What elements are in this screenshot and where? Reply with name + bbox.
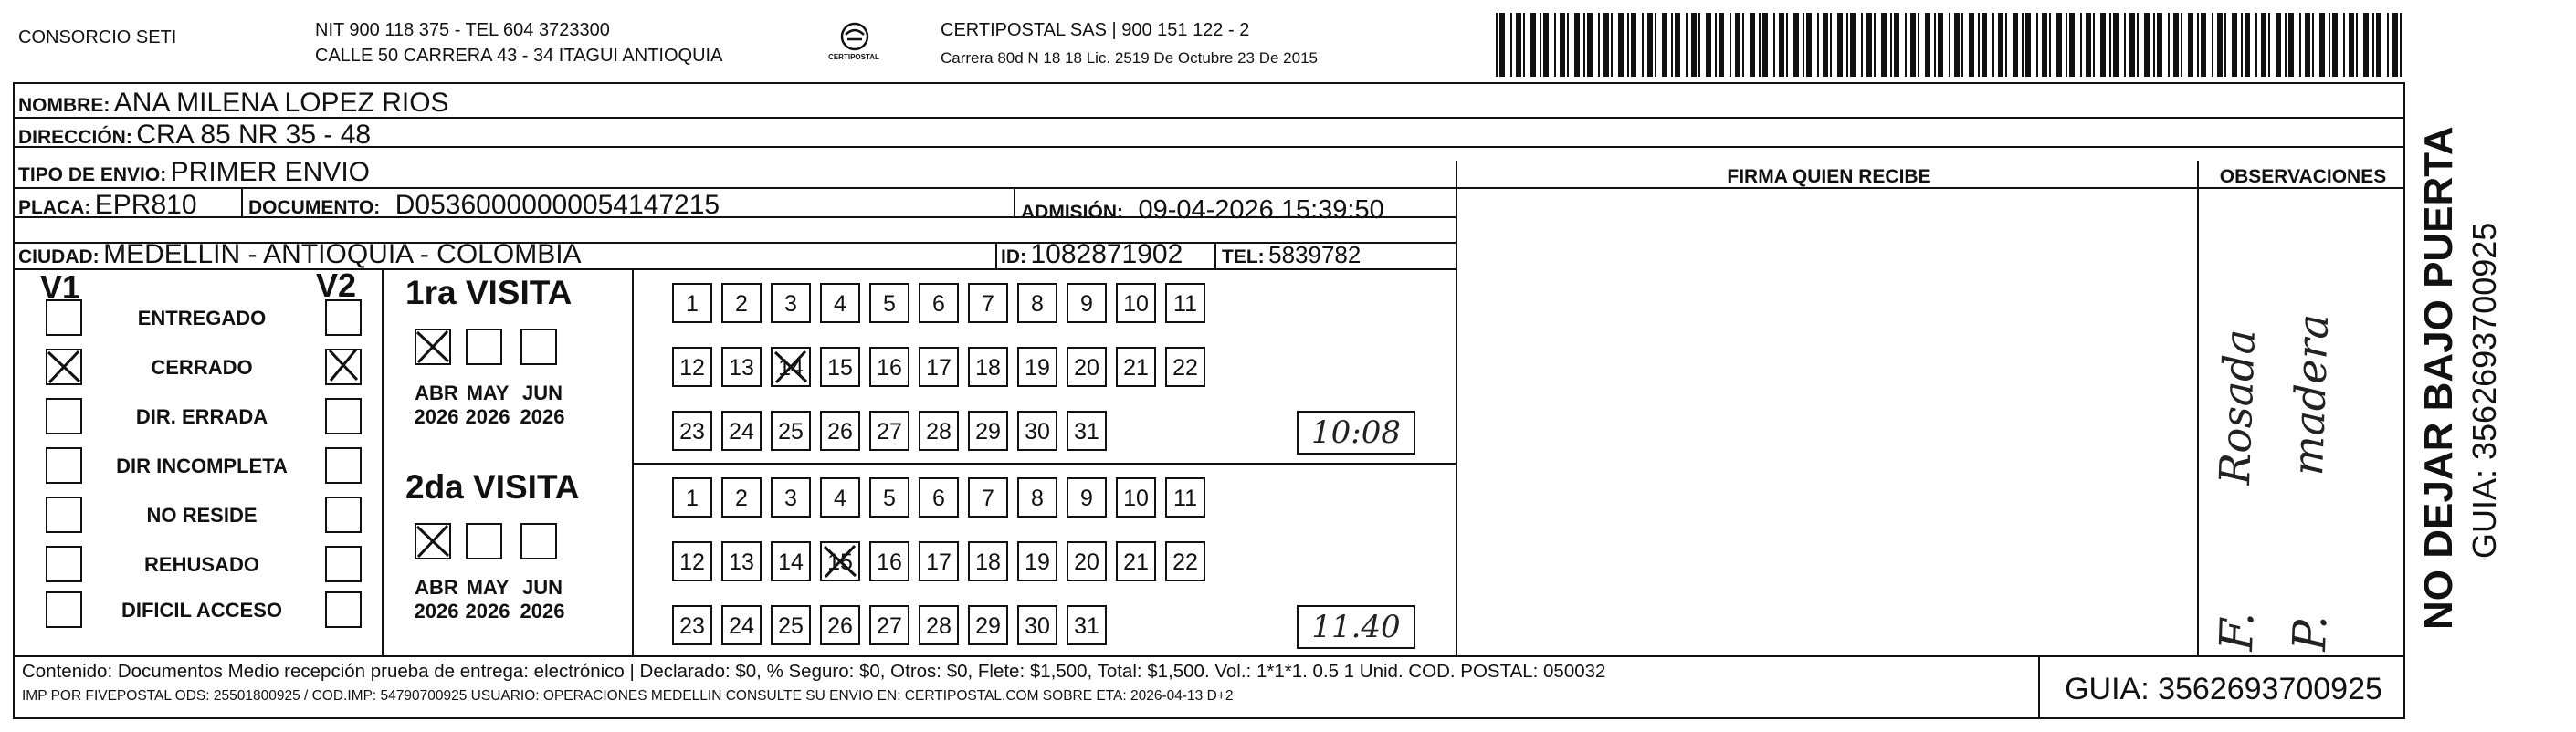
observaciones-handwritten-3: F. (2210, 611, 2265, 653)
ciudad-row (18, 239, 582, 270)
day-box[interactable]: 3 (771, 283, 811, 323)
carrier-line: CERTIPOSTAL SAS | 900 151 122 - 2 (941, 20, 1250, 40)
status-v1-checkbox[interactable] (46, 398, 82, 434)
day-box[interactable]: 8 (1017, 283, 1057, 323)
status-v2-checkbox[interactable] (325, 398, 362, 434)
id-value: 1082871902 (1030, 239, 1183, 269)
visit-title: 1ra VISITA (405, 274, 573, 311)
tipo-envio-row (18, 157, 370, 188)
status-label: DIR. ERRADA (135, 405, 268, 428)
id-row (1001, 239, 1183, 270)
nombre-label: NOMBRE: (18, 95, 110, 116)
direccion-value: CRA 85 NR 35 - 48 (136, 120, 372, 150)
day-box[interactable]: 30 (1017, 411, 1057, 451)
status-v2-checkbox[interactable] (325, 546, 362, 582)
observaciones-handwritten-2: madera (2283, 312, 2339, 476)
status-v1-checkbox[interactable] (46, 447, 82, 484)
day-box[interactable]: 23 (672, 411, 712, 451)
day-box[interactable]: 2 (721, 283, 762, 323)
status-v1-checkbox[interactable] (46, 546, 82, 582)
day-box[interactable]: 4 (820, 477, 860, 518)
month-name: ABR (415, 576, 458, 599)
month-year: 2026 (414, 600, 459, 622)
handwritten-time: 10:08 (1311, 414, 1401, 451)
day-box[interactable]: 5 (869, 283, 909, 323)
footer-guia: GUIA: 3562693700925 (2065, 672, 2382, 706)
day-box[interactable]: 22 (1165, 541, 1205, 581)
status-label: DIFICIL ACCESO (121, 599, 282, 622)
month-name: ABR (415, 382, 458, 404)
day-box[interactable]: 29 (968, 605, 1008, 645)
v2-label: V2 (316, 267, 357, 304)
month-year: 2026 (520, 600, 565, 622)
month-checkbox[interactable] (520, 329, 557, 365)
day-box[interactable]: 26 (820, 411, 860, 451)
observaciones-header: OBSERVACIONES (2219, 166, 2387, 187)
month-year: 2026 (414, 405, 459, 428)
day-box[interactable]: 28 (919, 605, 959, 645)
day-box[interactable]: 6 (919, 477, 959, 518)
day-box[interactable]: 22 (1165, 347, 1205, 387)
firma-header: FIRMA QUIEN RECIBE (1727, 166, 1931, 187)
day-box[interactable]: 15 (820, 347, 860, 387)
day-box[interactable]: 9 (1067, 477, 1107, 518)
day-box[interactable]: 1 (672, 283, 712, 323)
status-v2-checkbox[interactable] (325, 447, 362, 484)
day-box[interactable]: 29 (968, 411, 1008, 451)
status-label: CERRADO (151, 356, 253, 379)
status-label: REHUSADO (144, 553, 259, 576)
status-v2-checkbox[interactable] (325, 497, 362, 533)
day-box[interactable]: 18 (968, 347, 1008, 387)
direccion-row (18, 120, 371, 151)
v1-label: V1 (40, 268, 81, 306)
month-label (513, 576, 572, 623)
day-box[interactable]: 24 (721, 605, 762, 645)
day-box[interactable]: 28 (919, 411, 959, 451)
placa-row (18, 190, 197, 221)
day-box[interactable]: 8 (1017, 477, 1057, 518)
day-box[interactable]: 19 (1017, 347, 1057, 387)
day-box[interactable]: 24 (721, 411, 762, 451)
ciudad-value: MEDELLIN - ANTIOQUIA - COLOMBIA (103, 239, 582, 269)
day-box[interactable]: 2 (721, 477, 762, 518)
day-box[interactable]: 11 (1165, 283, 1205, 323)
footer-imp: IMP POR FIVEPOSTAL ODS: 25501800925 / COD.IMP: 54790700925 USUARIO: OPERACIONES MEDELLIN CONSULTE SU ENVIO EN: CERTIPOSTAL.COM SOBRE ETA: 2026-04-13 D+2 (22, 688, 1234, 704)
status-v1-checkbox[interactable] (46, 591, 82, 628)
month-label (407, 382, 466, 429)
day-box[interactable]: 20 (1067, 347, 1107, 387)
day-box[interactable]: 13 (721, 541, 762, 581)
day-check-mark (822, 543, 858, 580)
footer-contenido: Contenido: Documentos Medio recepción prueba de entrega: electrónico | Declarado: $0, % Seguro: $0, Otros: $0, Flete: $1,500, Total: $1,500. Vol.: 1*1*1. 0.5 1 Unid. COD. POSTAL: 050032 (22, 661, 1606, 682)
month-name: MAY (466, 576, 510, 599)
id-label: ID: (1001, 246, 1026, 267)
status-v1-checkbox[interactable] (46, 497, 82, 533)
day-box[interactable]: 27 (869, 411, 909, 451)
status-v2-checkbox[interactable] (325, 299, 362, 336)
tel-row (1222, 241, 1361, 269)
month-name: MAY (466, 382, 510, 404)
day-box[interactable]: 18 (968, 541, 1008, 581)
month-check-mark (415, 329, 451, 365)
month-label (458, 576, 517, 623)
month-label (513, 382, 572, 429)
month-year: 2026 (520, 405, 565, 428)
day-box[interactable]: 30 (1017, 605, 1057, 645)
day-box[interactable]: 10 (1116, 477, 1156, 518)
month-checkbox[interactable] (520, 523, 557, 559)
day-box[interactable]: 6 (919, 283, 959, 323)
barcode (1496, 13, 2409, 77)
day-box[interactable]: 17 (919, 347, 959, 387)
documento-label: DOCUMENTO: (248, 197, 381, 218)
tel-value: 5839782 (1268, 241, 1362, 268)
side-guia: GUIA: 3562693700925 (2466, 222, 2503, 559)
documento-value: D05360000000054147215 (394, 190, 720, 220)
handwritten-time: 11.40 (1311, 609, 1401, 645)
day-box[interactable]: 25 (771, 411, 811, 451)
month-name: JUN (521, 576, 563, 599)
day-box[interactable]: 4 (820, 283, 860, 323)
side-warning: NO DEJAR BAJO PUERTA (2416, 126, 2461, 630)
day-box[interactable]: 27 (869, 605, 909, 645)
admision-row (1021, 195, 1384, 225)
company-name: CONSORCIO SETI (18, 27, 177, 47)
time-box[interactable] (1297, 605, 1415, 649)
tel-label: TEL: (1222, 246, 1265, 267)
status-label: DIR INCOMPLETA (116, 455, 288, 477)
month-year: 2026 (465, 600, 510, 622)
day-box[interactable]: 10 (1116, 283, 1156, 323)
day-box[interactable]: 3 (771, 477, 811, 518)
day-box[interactable]: 16 (869, 347, 909, 387)
day-box[interactable]: 21 (1116, 347, 1156, 387)
status-v1-checkbox[interactable] (46, 299, 82, 336)
nombre-row (18, 88, 449, 119)
nombre-value: ANA MILENA LOPEZ RIOS (113, 88, 449, 118)
day-box[interactable]: 12 (672, 541, 712, 581)
placa-value: EPR810 (94, 190, 197, 220)
day-box[interactable]: 17 (919, 541, 959, 581)
day-box[interactable]: 21 (1116, 541, 1156, 581)
day-box[interactable]: 1 (672, 477, 712, 518)
day-box[interactable]: 25 (771, 605, 811, 645)
status-v2-checkbox[interactable] (325, 591, 362, 628)
day-box[interactable]: 19 (1017, 541, 1057, 581)
direccion-label: DIRECCIÓN: (18, 127, 132, 148)
month-checkbox[interactable] (466, 523, 502, 559)
day-box[interactable]: 11 (1165, 477, 1205, 518)
day-box[interactable]: 15 (820, 541, 860, 581)
day-box[interactable]: 5 (869, 477, 909, 518)
day-box[interactable]: 7 (968, 283, 1008, 323)
status-v1-check-mark (46, 349, 82, 385)
ciudad-label: CIUDAD: (18, 246, 100, 267)
admision-value: 09-04-2026 15:39:50 (1138, 195, 1384, 225)
day-box[interactable]: 14 (771, 347, 811, 387)
day-box[interactable]: 31 (1067, 605, 1107, 645)
tipo-envio-value: PRIMER ENVIO (170, 157, 371, 187)
status-label: NO RESIDE (146, 504, 258, 527)
day-check-mark (773, 349, 809, 385)
observaciones-handwritten-1: Rosada (2210, 328, 2265, 486)
tipo-envio-label: TIPO DE ENVIO: (18, 164, 167, 185)
month-label (407, 576, 466, 623)
day-box[interactable]: 31 (1067, 411, 1107, 451)
day-box[interactable]: 13 (721, 347, 762, 387)
nit-line: NIT 900 118 375 - TEL 604 3723300 (315, 20, 610, 40)
address-line: CALLE 50 CARRERA 43 - 34 ITAGUI ANTIOQUIA (315, 46, 723, 66)
month-check-mark (415, 523, 451, 559)
visit-title: 2da VISITA (405, 468, 580, 506)
logo-caption: CERTIPOSTAL (828, 53, 879, 61)
placa-label: PLACA: (18, 197, 91, 218)
status-label: ENTREGADO (137, 307, 267, 329)
day-box[interactable]: 20 (1067, 541, 1107, 581)
month-label (458, 382, 517, 429)
time-box[interactable] (1297, 411, 1415, 455)
day-box[interactable]: 16 (869, 541, 909, 581)
day-box[interactable]: 7 (968, 477, 1008, 518)
day-box[interactable]: 12 (672, 347, 712, 387)
observaciones-handwritten-4: P. (2283, 613, 2338, 653)
day-box[interactable]: 26 (820, 605, 860, 645)
month-year: 2026 (465, 405, 510, 428)
license-line: Carrera 80d N 18 18 Lic. 2519 De Octubre 23 De 2015 (941, 49, 1318, 67)
day-box[interactable]: 14 (771, 541, 811, 581)
month-name: JUN (521, 382, 563, 404)
day-box[interactable]: 23 (672, 605, 712, 645)
month-checkbox[interactable] (466, 329, 502, 365)
day-box[interactable]: 9 (1067, 283, 1107, 323)
admision-label: ADMISIÓN: (1021, 202, 1123, 223)
status-v2-check-mark (327, 347, 360, 383)
documento-row (248, 190, 720, 221)
